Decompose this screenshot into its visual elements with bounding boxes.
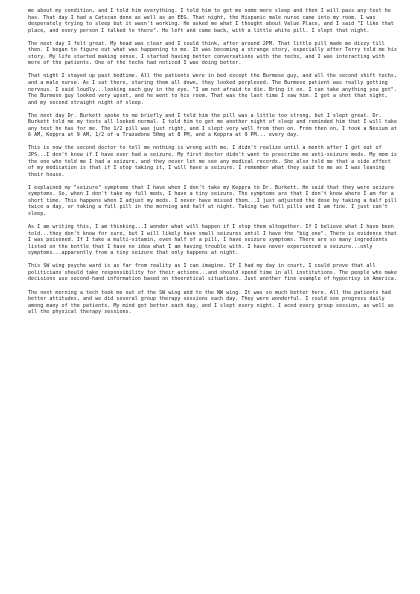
paragraph-6: I explained my "seizure" symptoms that I have when I don't take my Keppra to Dr. Burkett. He said that they were seizure symptoms. So, when I don't take my full meds, I have a tiny seizure. The symptoms are that I don't know where I am for a short time. This happens when I adjust my meds. I never have missed them...I just adjusted the dose by taking a half pill twice a day, or taking a full pill in the morning and half at night. Taking two full pills and I am fine. I just can't sleep. (28, 184, 397, 217)
paragraph-1: me about my condition, and I told him everything. I told him to get me some more sleep and then I will pass any test he has. That day I had a Catscan done as well as an EEG. That night, the Hispanic male nurse came into my room. I was desperately trying to sleep but it wasn't working. He asked me what I thought about Value Place, and I said "I like that place, and every person I talked to there". He left and came back, with a little white pill. I slept that night. (28, 8, 394, 34)
document-page (28, 8, 398, 322)
paragraph-7: As I am writing this, I am thinking...I wonder what will happen if I stop them altogether. If I believe what I have been told...they don't know for sure, but I will likely have small seizures until I have the "big one". There is evidence that I was poisoned. If I take a multi-vitamin, even half of a pill, I have seizure symptoms. There are so many ingredients listed on the bottle that I have no idea what I am having trouble with. I have never experienced a seizure...only symptoms...apparently from a tiny seizure that only happens at night. (28, 224, 397, 257)
paragraph-9: The next morning a tech took me out of the SW wing and to the NW wing. It was so much better here. All the patients had better attitudes, and we did several group therapy sessions each day. They were wonderful. I could see progress daily among many of the patients. My mind got better each day, and I slept every night. I aced every group session, as well as all the physical therapy sessions. (28, 289, 394, 316)
paragraph-8: This SW wing psyche ward is as far from reality as I can imagine. If I had my day in court, I could prove that all politicians should take responsibility for their actions...and should spend time in all institutions. The people who make decisions use second-hand information based on theoretical situations. Just another fine example of hypocrisy in America. (28, 263, 397, 283)
paragraph-4: The next day Dr. Burkett spoke to me briefly and I told him the pill was a little too strong, but I slept great. Dr. Burkett told me my tests all looked normal. I told him to get me another night of sleep and reminded him that I will take any test he has for me. The 1/2 pill was just right, and I slept very well from then on. From then on, I took a Nexium at 6 AM, Keppra at 9 AM, 1/2 of a Trazadone 50mg at 8 PM, and a Keppra at 9 PM... every day. (28, 112, 397, 139)
paragraph-2: The next day I felt great. My head was clear and I could think, after around 2PM. That little pill made me dizzy till then. I began to figure out what was happening to me. It was becoming a strange story, especially after Terry told me his story. My life started making sense. I started having better conversations with the techs, and I was interacting with more of the patients. One of the techs had noticed I was doing better. (28, 40, 397, 67)
paragraph-5: This is now the second doctor to tell me nothing is wrong with me. I didn't realize until a month after I got out of JPS...I don't know if I have ever had a seizure. My first doctor didn't want to prescribe me anti-seizure meds. My mom is the one who told me I had a seizure, and they never let me see any medical records. She also told me that a side effect of my medication is that if I stop taking it, I will have a seizure. I remember what they said to me as I was leaving their house. (28, 145, 397, 178)
paragraph-3: That night I stayed up past bedtime. All the patients were in bed except the Burmese guy, and all the second shift techs, and a male nurse. As I sat there, staring them all down, they looked perplexed. The Burmese patient was really getting nervous. I said loudly...looking each guy in the eye, "I am not afraid to die. Bring it on. I can take anything you got". The Burmese guy looked very upset, and he went to his room. That was the last time I saw him. I got a shot that night, and my second straight night of sleep. (28, 73, 397, 106)
